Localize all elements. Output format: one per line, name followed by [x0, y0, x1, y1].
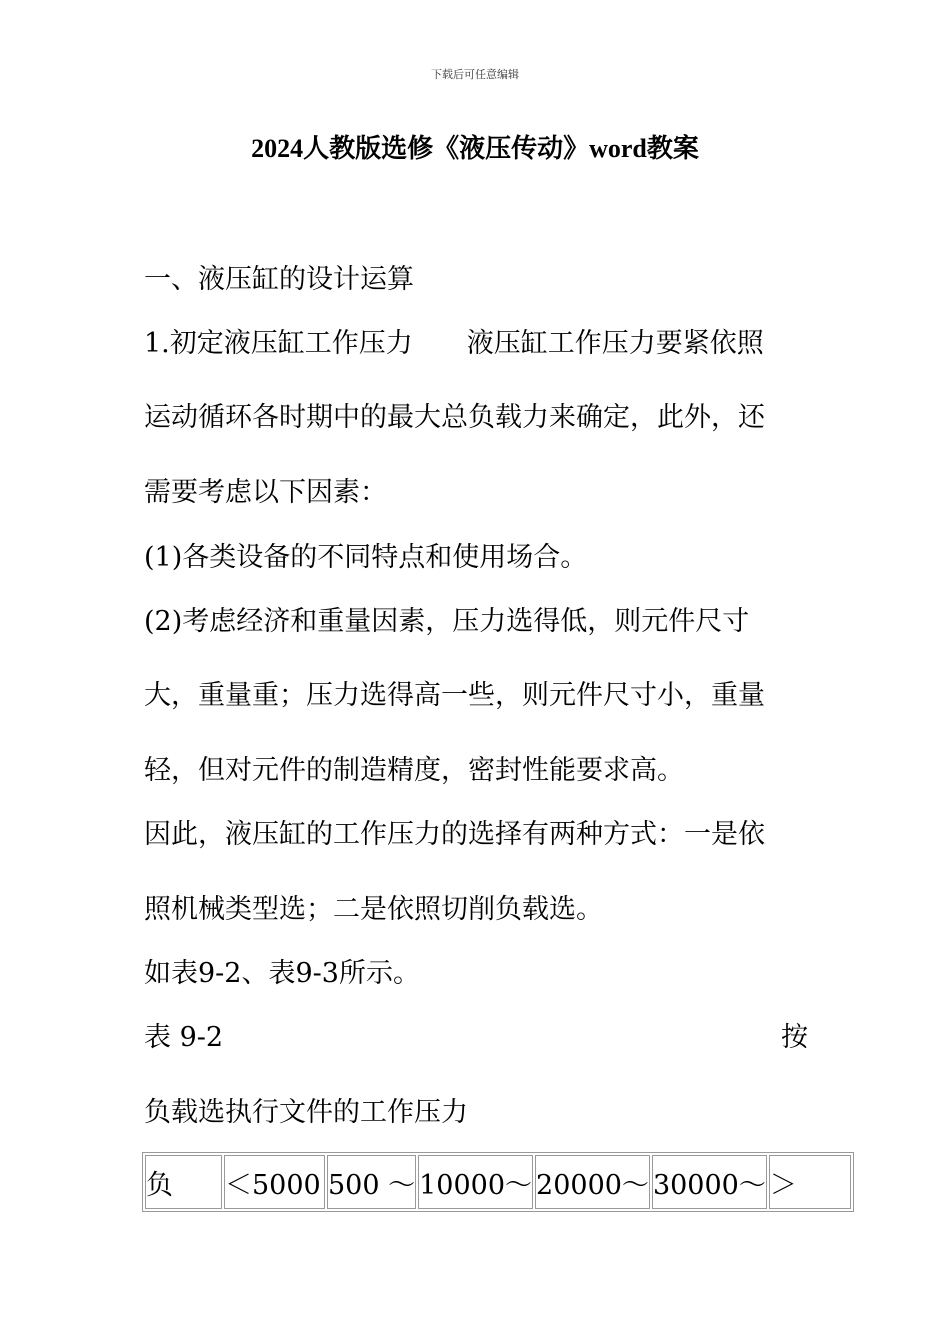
paragraph-line: 轻，但对元件的制造精度，密封性能要求高。	[144, 755, 684, 786]
paragraph-line: 如表9-2、表9-3所示。	[144, 958, 420, 989]
paragraph-line: (1)各类设备的不同特点和使用场合。	[144, 542, 588, 573]
section-heading: 一、液压缸的设计运算	[144, 264, 414, 295]
table-caption-tail: 按	[781, 1022, 808, 1053]
table-cell: 负	[145, 1155, 222, 1209]
paragraph-line: 大，重量重；压力选得高一些，则元件尺寸小，重量	[144, 680, 765, 711]
table-caption-line2: 负载选执行文件的工作压力	[144, 1097, 468, 1128]
paragraph-line: 因此，液压缸的工作压力的选择有两种方式：一是依	[144, 819, 765, 850]
paragraph-line: 1.初定液压缸工作压力 液压缸工作压力要紧依照	[144, 328, 764, 359]
table-cell: 30000～	[652, 1155, 767, 1209]
paragraph-line: 照机械类型选；二是依照切削负载选。	[144, 894, 603, 925]
load-pressure-table	[142, 1152, 854, 1212]
paragraph-line: 需要考虑以下因素：	[144, 477, 387, 508]
table-row	[145, 1155, 851, 1209]
table-cell: ＜5000	[224, 1155, 325, 1209]
table-cell: ＞	[769, 1155, 851, 1209]
table-cell: 20000～	[535, 1155, 650, 1209]
paragraph-line: 运动循环各时期中的最大总负载力来确定，此外，还	[144, 402, 765, 433]
table-cell: 10000～	[418, 1155, 533, 1209]
paragraph-line: (2)考虑经济和重量因素，压力选得低，则元件尺寸	[144, 606, 750, 637]
table-cell: 500 ～	[327, 1155, 416, 1209]
table-caption	[144, 1020, 808, 1056]
table-caption-label: 表 9-2	[144, 1022, 224, 1053]
header-note: 下载后可任意编辑	[431, 68, 519, 81]
document-title: 2024人教版选修《液压传动》word教案	[251, 134, 699, 163]
